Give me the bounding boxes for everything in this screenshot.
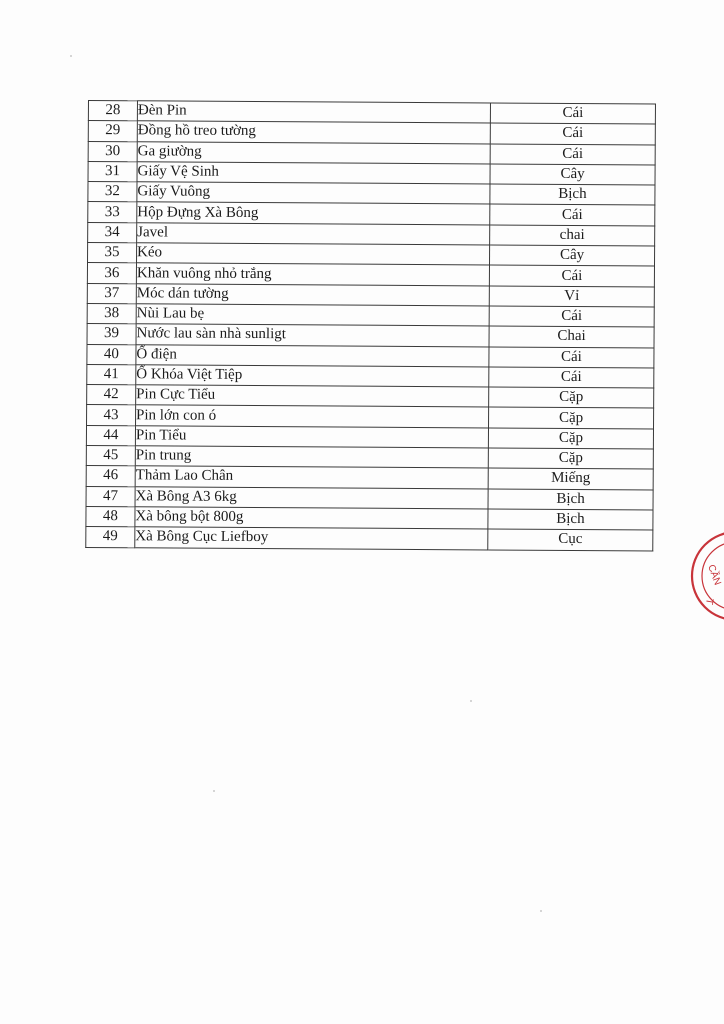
item-number-cell: 49 xyxy=(86,527,135,548)
item-name-cell: Xà Bông A3 6kg xyxy=(135,486,488,508)
item-name-cell: Thảm Lao Chân xyxy=(135,466,488,488)
item-name-cell: Móc dán tường xyxy=(136,283,489,305)
item-name-cell: Hộp Đựng Xà Bông xyxy=(137,202,490,224)
item-unit-cell: Vỉ xyxy=(489,286,654,307)
item-number-cell: 40 xyxy=(87,344,136,365)
item-name-cell: Xà Bông Cục Liefboy xyxy=(135,527,488,549)
item-number-cell: 39 xyxy=(87,324,136,345)
item-unit-cell: Cặp xyxy=(489,407,654,428)
item-unit-cell: Cái xyxy=(489,347,654,368)
red-seal-stamp xyxy=(688,528,724,624)
item-number-cell: 46 xyxy=(86,466,135,487)
item-unit-cell: Cặp xyxy=(489,387,654,408)
item-unit-cell: Cái xyxy=(490,204,655,225)
item-name-cell: Ổ điện xyxy=(136,344,489,366)
item-name-cell: Ga giường xyxy=(137,141,490,163)
item-name-cell: Đồng hồ treo tường xyxy=(137,121,490,143)
item-name-cell: Nước lau sàn nhà sunligt xyxy=(136,324,489,346)
stamp-text-t: T xyxy=(702,597,715,606)
item-number-cell: 42 xyxy=(87,385,136,406)
item-number-cell: 34 xyxy=(88,222,137,243)
item-name-cell: Giấy Vuông xyxy=(137,182,490,204)
item-number-cell: 32 xyxy=(88,182,137,203)
items-table xyxy=(85,100,656,551)
item-name-cell: Pin trung xyxy=(135,446,488,468)
item-number-cell: 37 xyxy=(87,283,136,304)
item-unit-cell: Cặp xyxy=(488,448,653,469)
item-unit-cell: Bịch xyxy=(490,184,655,205)
scan-speck xyxy=(213,790,215,792)
item-name-cell: Javel xyxy=(137,223,490,245)
item-number-cell: 38 xyxy=(87,303,136,324)
item-unit-cell: Miếng xyxy=(488,468,653,489)
item-number-cell: 28 xyxy=(88,101,137,122)
item-unit-cell: Chai xyxy=(489,326,654,347)
item-number-cell: 33 xyxy=(88,202,137,223)
item-number-cell: 43 xyxy=(87,405,136,426)
item-unit-cell: Cái xyxy=(489,306,654,327)
scan-speck xyxy=(540,910,542,912)
item-name-cell: Ổ Khóa Việt Tiệp xyxy=(136,365,489,387)
table-row xyxy=(86,527,653,551)
item-number-cell: 47 xyxy=(86,486,135,507)
item-number-cell: 45 xyxy=(86,446,135,467)
item-number-cell: 36 xyxy=(87,263,136,284)
item-unit-cell: Cái xyxy=(489,265,654,286)
scan-speck xyxy=(470,700,472,702)
item-name-cell: Xà bông bột 800g xyxy=(135,507,488,529)
item-unit-cell: Cây xyxy=(489,245,654,266)
item-unit-cell: Cây xyxy=(490,164,655,185)
items-table-body xyxy=(86,101,656,551)
item-unit-cell: Cái xyxy=(490,144,655,165)
item-unit-cell: Cái xyxy=(489,367,654,388)
item-unit-cell: Cái xyxy=(490,103,655,124)
item-name-cell: Pin lớn con ó xyxy=(136,405,489,427)
item-unit-cell: Bịch xyxy=(488,489,653,510)
item-name-cell: Giấy Vệ Sinh xyxy=(137,162,490,184)
item-unit-cell: Cục xyxy=(488,529,653,550)
item-unit-cell: Cặp xyxy=(488,428,653,449)
item-name-cell: Khăn vuông nhỏ trắng xyxy=(136,263,489,285)
item-number-cell: 35 xyxy=(88,243,137,264)
item-name-cell: Đèn Pin xyxy=(137,101,490,123)
item-name-cell: Nùi Lau bẹ xyxy=(136,304,489,326)
scan-speck xyxy=(70,55,72,57)
item-number-cell: 41 xyxy=(87,364,136,385)
item-name-cell: Kéo xyxy=(137,243,490,265)
item-number-cell: 29 xyxy=(88,121,137,142)
item-name-cell: Pin Cực Tiểu xyxy=(136,385,489,407)
item-unit-cell: Bịch xyxy=(488,509,653,530)
stamp-text-can: CẦN xyxy=(705,563,723,587)
item-unit-cell: chai xyxy=(490,225,655,246)
item-number-cell: 44 xyxy=(86,425,135,446)
item-number-cell: 30 xyxy=(88,141,137,162)
item-number-cell: 31 xyxy=(88,161,137,182)
item-number-cell: 48 xyxy=(86,506,135,527)
item-name-cell: Pin Tiểu xyxy=(135,426,488,448)
item-unit-cell: Cái xyxy=(490,123,655,144)
